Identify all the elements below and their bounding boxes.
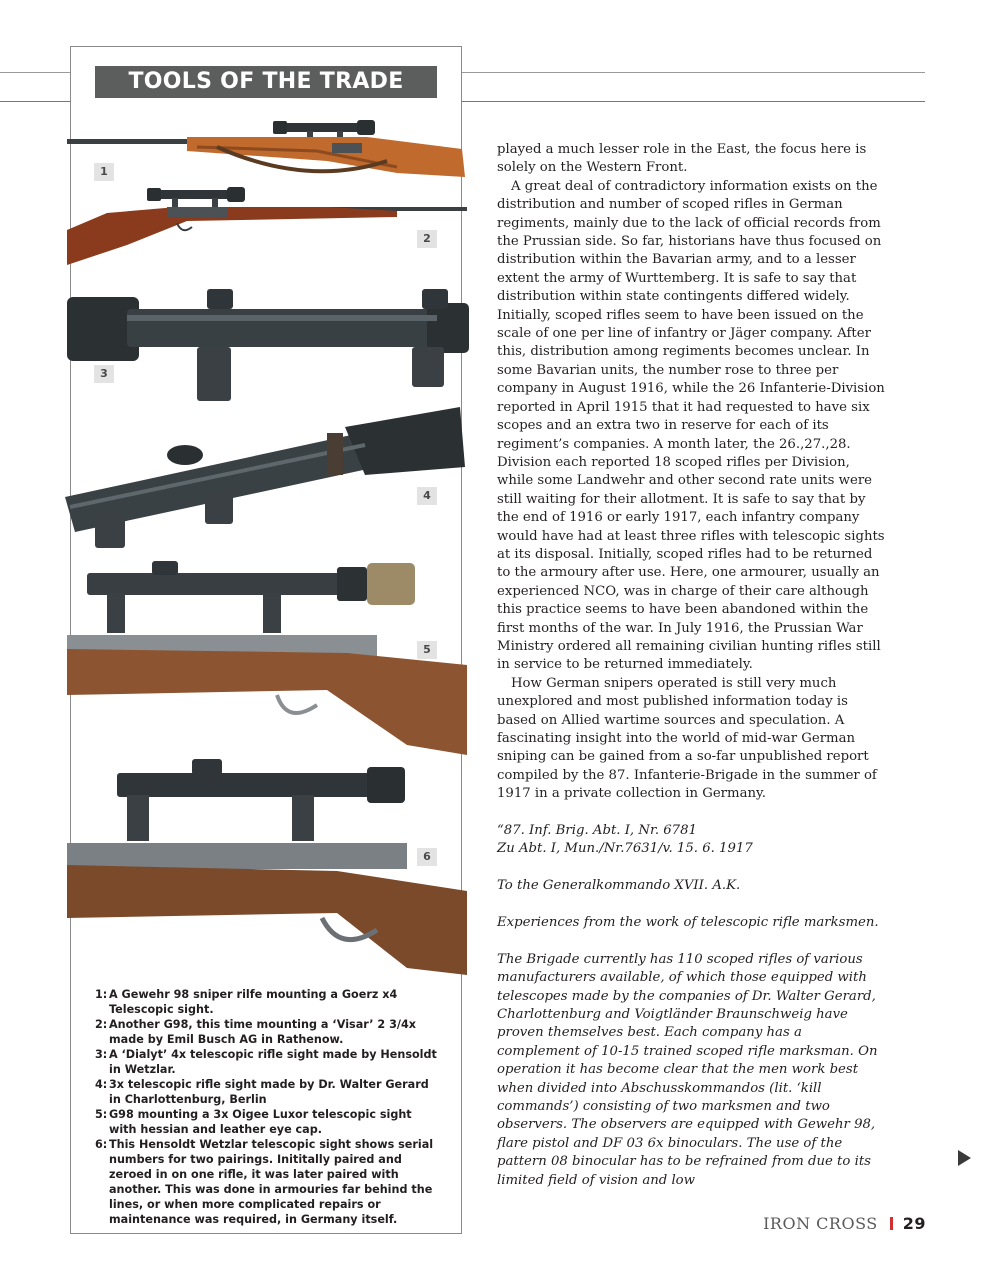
caption-item [95, 1017, 443, 1047]
sidebar-box [70, 46, 462, 1234]
caption-number: 3: [95, 1048, 108, 1061]
caption-number: 2: [95, 1018, 108, 1031]
letter-body: The Brigade currently has 110 scoped rifles of various manufacturers available, of which those equipped with telescopes made by the companies of Dr. Walter Gerard, Charlottenburg and Voigtländer Braunschweig have proven themselves best. Each company has a complement of 10-15 trained scoped rifle marksman. On operation it has become clear that the men work best when divided into Abschusskommandos (lit. ‘kill commands’) consisting of two marksmen and two observers. The observers are equipped with Gewehr 98, flare pistol and DF 03 6x binoculars. The use of the pattern 08 binocular has to be refrained from due to its limited field of vision and low [497, 951, 878, 1188]
caption-item [95, 1137, 443, 1227]
caption-text: This Hensoldt Wetzlar telescopic sight shows serial numbers for two pairings. Inititally paired and zeroed in on one rifle, it was later paired with another. This was done in armouries far behind the lines, or when more complicated repairs or maintenance was required, in Germany itself. [109, 1138, 434, 1226]
caption-item [95, 1107, 443, 1137]
caption-number: 1: [95, 988, 108, 1001]
figure-5-rifle-image [67, 555, 467, 755]
figure-4-scope-image [65, 407, 467, 557]
letter-reference-line-2: Zu Abt. I, Mun./Nr.7631/v. 15. 6. 1917 [497, 841, 753, 857]
figure-number-3: 3 [94, 365, 114, 383]
header-rule-top [0, 72, 70, 73]
caption-number: 6: [95, 1138, 108, 1151]
letter-reference-line-1: “87. Inf. Brig. Abt. I, Nr. 6781 [497, 823, 697, 839]
figure-number-4: 4 [417, 487, 437, 505]
caption-list [95, 987, 443, 1227]
page-number: 29 [902, 1214, 926, 1233]
body-paragraph: How German snipers operated is still very much unexplored and most published information today is based on Allied wartime sources and speculation. A fascinating insight into the world of mid-war German sniping can be gained from a so-far unpublished report compiled by the 87. Infanterie-Brigade in the summer of 1917 in a private collection in Germany. [497, 675, 877, 802]
figure-number-2: 2 [417, 230, 437, 248]
sidebar-title: TOOLS OF THE TRADE [95, 66, 437, 98]
continue-arrow-icon [958, 1150, 971, 1166]
body-paragraph: played a much lesser role in the East, the focus here is solely on the Western Front. [497, 142, 867, 176]
caption-item [95, 1077, 443, 1107]
figure-2-rifle-image [67, 185, 467, 275]
letter-subject: Experiences from the work of telescopic rifle marksmen. [497, 915, 879, 931]
caption-text: Another G98, this time mounting a ‘Visar’ 2 3/4x made by Emil Busch AG in Rathenow. [109, 1018, 416, 1046]
caption-number: 4: [95, 1078, 108, 1091]
caption-number: 5: [95, 1108, 108, 1121]
caption-text: G98 mounting a 3x Oigee Luxor telescopic sight with hessian and leather eye cap. [109, 1108, 412, 1136]
figure-number-6: 6 [417, 848, 437, 866]
page-footer [763, 1214, 926, 1233]
article-body [497, 141, 887, 1190]
header-rule-red-left [0, 101, 70, 102]
figure-number-5: 5 [417, 641, 437, 659]
caption-item [95, 1047, 443, 1077]
figure-6-rifle-image [67, 753, 467, 975]
figure-number-1: 1 [94, 163, 114, 181]
caption-item [95, 987, 443, 1017]
figure-3-scope-image [67, 285, 469, 405]
body-paragraph: A great deal of contradictory information exists on the distribution and number of scoped rifles in German regiments, mainly due to the lack of official records from the Prussian side. So far, historians have thus focused on distribution within the Bavarian army, and to a lesser extent the army of Wurttemberg. It is safe to say that distribution within state contingents differed widely. Initially, scoped rifles seem to have been issued on the scale of one per line of infantry or Jäger company. After this, distribution among regiments becomes unclear. In some Bavarian units, the number rose to three per company in August 1916, while the 26 Infanterie-Division reported in April 1915 that it had requested to have six scopes and an extra two in reserve for each of its regiment’s companies. A month later, the 26.,27.,28. Division each reported 18 scoped rifles per Division, while some Landwehr and other second rate units were still waiting for their allotment. It is safe to say that by the end of 1916 or early 1917, each infantry company would have had at least three rifles with telescopic sights at its disposal. Initially, scoped rifles had to be returned to the armoury after use. Here, one armourer, usually an experienced NCO, was in charge of their care although this practice seems to have been abandoned within the first months of the war. In July 1916, the Prussian War Ministry ordered all remaining civilian hunting rifles still in service to be returned immediately. [497, 178, 885, 673]
caption-text: A Gewehr 98 sniper rilfe mounting a Goerz x4 Telescopic sight. [109, 988, 398, 1016]
header-rule-top-right [461, 72, 925, 73]
footer-divider [890, 1217, 893, 1230]
magazine-name: IRON CROSS [763, 1214, 878, 1233]
caption-text: 3x telescopic rifle sight made by Dr. Walter Gerard in Charlottenburg, Berlin [109, 1078, 429, 1106]
header-rule-red-right [461, 101, 925, 102]
caption-text: A ‘Dialyt’ 4x telescopic rifle sight made by Hensoldt in Wetzlar. [109, 1048, 437, 1076]
letter-addressee: To the Generalkommando XVII. A.K. [497, 878, 741, 894]
